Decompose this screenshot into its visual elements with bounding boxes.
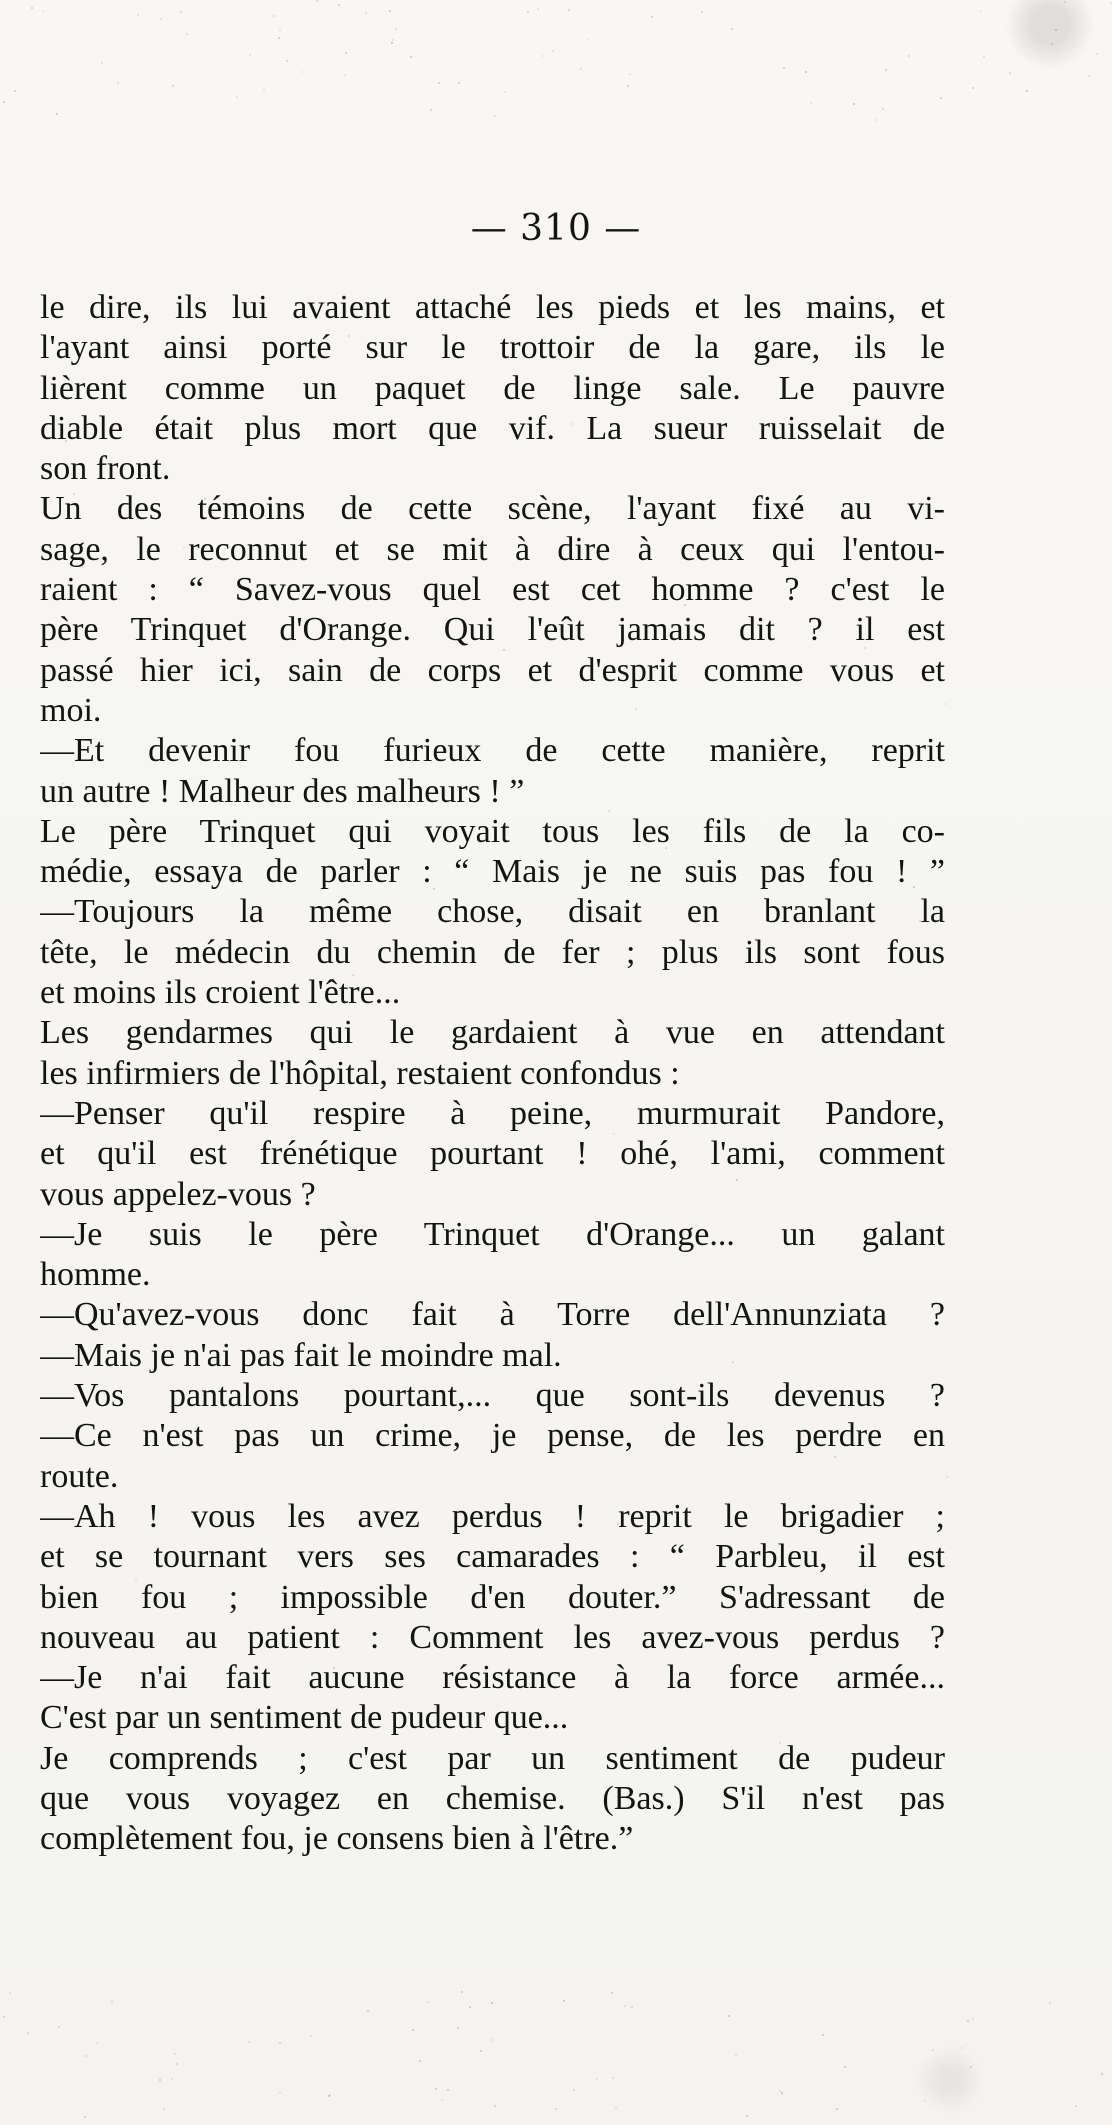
text-line: un autre ! Malheur des malheurs ! ” [40, 772, 525, 810]
scan-speckle [160, 18, 162, 20]
scan-speckle [1064, 1, 1066, 3]
scan-speckle [435, 2088, 437, 2090]
scan-speckle [461, 1991, 463, 1993]
scan-speckle [65, 440, 67, 442]
scan-speckle [844, 2066, 846, 2068]
scan-speckle [236, 96, 238, 98]
text-line: sage, le reconnut et se mit à dire à ceux qui l'entou- [40, 530, 945, 568]
scan-speckle [746, 2115, 748, 2117]
text-line: homme. [40, 1256, 151, 1294]
scan-speckle [568, 9, 570, 11]
scan-speckle [781, 2092, 783, 2094]
scan-speckle [608, 810, 610, 812]
text-line: route. [40, 1457, 119, 1495]
scan-speckle [651, 16, 653, 18]
scan-speckle [1049, 2002, 1051, 2004]
text-line: l'ayant ainsi porté sur le trottoir de la gare, ils le [40, 329, 945, 367]
scan-speckle [58, 2026, 60, 2028]
scan-speckle [367, 2010, 369, 2012]
scan-speckle [345, 52, 347, 54]
scan-speckle [391, 42, 393, 44]
scan-speckle [14, 90, 16, 92]
scan-speckle [84, 2116, 86, 2118]
scan-speckle [316, 0, 318, 2]
scan-speckle [431, 424, 433, 426]
scan-speckle [56, 113, 58, 115]
text-line: que vous voyagez en chemise. (Bas.) S'il n'est pas [40, 1779, 945, 1817]
scan-speckle [412, 2029, 414, 2031]
scan-speckle [111, 2001, 113, 2003]
scan-speckle [441, 2099, 443, 2101]
text-line: passé hier ici, sain de corps et d'esprit comme vous et [40, 651, 945, 689]
text-line: diable était plus mort que vif. La sueur ruisselait de [40, 409, 945, 447]
scan-speckle [845, 843, 847, 845]
scan-speckle [370, 677, 372, 679]
scan-speckle [419, 2060, 421, 2062]
text-line: moi. [40, 691, 102, 729]
scan-speckle [735, 2054, 737, 2056]
text-line: et moins ils croient l'être... [40, 974, 401, 1012]
scan-speckle [876, 119, 878, 121]
scan-speckle [279, 29, 281, 31]
scan-speckle [572, 423, 574, 425]
scan-speckle [310, 2035, 312, 2037]
scan-speckle [278, 37, 280, 39]
text-line: son front. [40, 450, 171, 488]
scan-speckle [552, 50, 554, 52]
scan-speckle [573, 2089, 575, 2091]
scan-speckle [480, 2050, 482, 2052]
text-line: médie, essaya de parler : “ Mais je ne suis pas fou ! ” [40, 853, 945, 891]
scan-speckle [1009, 72, 1011, 74]
scan-speckle [42, 10, 44, 12]
scan-speckle [1051, 43, 1053, 45]
scan-speckle [174, 2053, 176, 2055]
text-line: père Trinquet d'Orange. Qui l'eût jamais dit ? il est [40, 611, 945, 649]
scan-speckle [365, 12, 367, 14]
scan-speckle [494, 115, 496, 117]
scan-speckle [864, 647, 866, 649]
scan-speckle [491, 2002, 493, 2004]
scan-speckle [611, 1992, 613, 1994]
scan-speckle [31, 7, 33, 9]
scan-speckle [627, 85, 629, 87]
scan-speckle [171, 2078, 173, 2080]
scan-speckle [352, 974, 354, 976]
scan-speckle [729, 1113, 731, 1115]
text-line: —Je suis le père Trinquet d'Orange... un galant [40, 1215, 945, 1253]
text-line: —Et devenir fou furieux de cette manière, reprit [40, 732, 945, 770]
scan-speckle [1026, 90, 1028, 92]
scan-speckle [279, 2092, 281, 2094]
scan-speckle [613, 1133, 615, 1135]
scan-speckle [908, 55, 910, 57]
scan-speckle [389, 10, 391, 12]
text-line: —Qu'avez-vous donc fait à Torre dell'Annunziata ? [40, 1296, 945, 1334]
scan-speckle [612, 2077, 614, 2079]
text-line: Je comprends ; c'est par un sentiment de pudeur [40, 1739, 945, 1777]
scan-speckle [1096, 53, 1098, 55]
scan-speckle [970, 2066, 972, 2068]
scan-speckle [73, 493, 75, 495]
scan-speckle [279, 2042, 281, 2044]
scan-speckle [504, 91, 506, 93]
scan-speckle [822, 2034, 824, 2036]
scan-speckle [1088, 75, 1090, 77]
scan-speckle [186, 33, 188, 35]
scan-speckle [249, 54, 251, 56]
scan-speckle [779, 2090, 781, 2092]
scan-speckle [96, 2042, 98, 2044]
text-line: Le père Trinquet qui voyait tous les fils de la co- [40, 812, 945, 850]
scan-speckle [882, 108, 884, 110]
page-number: — 310 — [470, 208, 642, 249]
scan-speckle [836, 2108, 838, 2110]
scan-speckle [490, 2039, 492, 2041]
scan-speckle [684, 604, 686, 606]
scan-speckle [248, 2041, 250, 2043]
scan-speckle [176, 2063, 178, 2065]
scan-speckle [438, 82, 440, 84]
scan-speckle [3, 2016, 5, 2018]
text-line: C'est par un sentiment de pudeur que... [40, 1699, 569, 1737]
scan-speckle [596, 2078, 598, 2080]
scan-speckle [563, 2000, 565, 2002]
scan-speckle [1075, 2105, 1077, 2107]
scan-speckle [635, 708, 637, 710]
scan-speckle [629, 73, 631, 75]
scan-speckle [665, 847, 667, 849]
text-line: lièrent comme un paquet de linge sale. Le pauvre [40, 369, 945, 407]
scan-speckle [624, 2005, 626, 2007]
text-line: —Ah ! vous les avez perdus ! reprit le brigadier ; [40, 1497, 945, 1535]
scan-speckle [333, 1667, 335, 1669]
scan-speckle [62, 783, 64, 785]
scan-speckle [433, 888, 435, 890]
scan-speckle [1055, 29, 1057, 31]
scan-speckle [527, 11, 529, 13]
scan-speckle [286, 60, 288, 62]
scan-speckle [615, 2107, 617, 2109]
scan-speckle [85, 2055, 87, 2057]
scan-speckle [810, 102, 812, 104]
scan-speckle [919, 920, 921, 922]
scan-speckle [348, 335, 350, 337]
scan-speckle [617, 1523, 619, 1525]
scan-speckle [932, 2049, 934, 2051]
scan-speckle [328, 2095, 330, 2097]
scan-speckle [972, 87, 974, 89]
text-line: —Toujours la même chose, disait en branlant la [40, 893, 945, 931]
scan-speckle [458, 82, 460, 84]
text-line: —Ce n'est pas un crime, je pense, de les perdre en [40, 1417, 945, 1455]
text-line: tête, le médecin du chemin de fer ; plus ils sont fous [40, 933, 945, 971]
text-line: raient : “ Savez-vous quel est cet homme ? c'est le [40, 571, 945, 609]
scan-speckle [805, 71, 807, 73]
text-line: —Vos pantalons pourtant,... que sont-ils devenus ? [40, 1377, 945, 1415]
scan-speckle [221, 827, 223, 829]
scan-speckle [427, 2001, 429, 2003]
text-line: Un des témoins de cette scène, l'ayant fixé au vi- [40, 490, 945, 528]
scan-speckle [301, 71, 303, 73]
text-line: et se tournant vers ses camarades : “ Parbleu, il est [40, 1538, 945, 1576]
scan-speckle [732, 1361, 734, 1363]
scan-speckle [972, 2018, 974, 2020]
scan-speckle [137, 14, 139, 16]
scan-speckle [834, 1456, 836, 1458]
text-line: bien fou ; impossible d'en douter.” S'adressant de [40, 1578, 945, 1616]
text-line: les infirmiers de l'hôpital, restaient confondus : [40, 1054, 680, 1092]
scan-speckle [344, 74, 346, 76]
scan-speckle [783, 67, 785, 69]
scan-speckle [9, 1992, 11, 1994]
scan-speckle [3, 101, 5, 103]
scan-speckle [172, 85, 174, 87]
scan-speckle [946, 1476, 948, 1478]
scan-speckle [736, 1179, 738, 1181]
scan-speckle [27, 2032, 29, 2034]
scan-speckle [180, 11, 182, 13]
scan-speckle [183, 547, 185, 549]
scan-speckle [983, 56, 985, 58]
scan-speckle [885, 69, 887, 71]
scan-speckle [961, 2047, 963, 2049]
scan-speckle [542, 55, 544, 57]
scan-speckle [537, 8, 539, 10]
text-line: et qu'il est frénétique pourtant ! ohé, l'ami, comment [40, 1135, 945, 1173]
page-text [40, 288, 945, 1860]
scan-speckle [392, 39, 394, 41]
scan-speckle [1101, 2073, 1103, 2075]
text-line: Les gendarmes qui le gardaient à vue en attendant [40, 1014, 945, 1052]
scan-speckle [913, 886, 915, 888]
scan-speckle [204, 498, 206, 500]
scan-speckle [980, 10, 982, 12]
text-line: complètement fou, je consens bien à l'être.” [40, 1820, 634, 1858]
scan-speckle [447, 2089, 449, 2091]
text-line: —Je n'ai fait aucune résistance à la force armée... [40, 1659, 945, 1697]
scan-speckle [587, 38, 589, 40]
scan-speckle [967, 2020, 969, 2022]
scan-speckle [580, 68, 582, 70]
scan-speckle [410, 56, 412, 58]
scan-speckle [469, 2006, 471, 2008]
text-line: vous appelez-vous ? [40, 1175, 316, 1213]
text-line: —Penser qu'il respire à peine, murmurait Pandore, [40, 1094, 945, 1132]
scan-speckle [731, 28, 733, 30]
scan-speckle [117, 82, 119, 84]
scan-speckle [728, 2015, 730, 2017]
scan-speckle [430, 109, 432, 111]
scan-speckle [311, 1326, 313, 1328]
scan-speckle [135, 1578, 137, 1580]
scan-speckle [263, 89, 265, 91]
scan-speckle [701, 11, 703, 13]
scan-speckle [273, 15, 275, 17]
scan-speckle [457, 2027, 459, 2029]
scan-speckle [945, 703, 947, 705]
scan-speckle [395, 28, 397, 30]
scan-speckle [523, 345, 525, 347]
scan-speckle [338, 4, 340, 6]
scan-speckle [494, 2105, 496, 2107]
scan-speckle [853, 103, 855, 105]
scan-speckle [101, 62, 103, 64]
scan-speckle [631, 2006, 633, 2008]
scan-speckle [159, 2079, 161, 2081]
text-line: le dire, ils lui avaient attaché les pieds et les mains, et [40, 289, 945, 326]
scan-speckle [503, 649, 505, 651]
text-line: nouveau au patient : Comment les avez-vous perdus ? [40, 1618, 945, 1656]
scan-speckle [924, 2100, 926, 2102]
scan-speckle [163, 2108, 165, 2110]
text-line: —Mais je n'ai pas fait le moindre mal. [40, 1336, 562, 1374]
scan-speckle [779, 1742, 781, 1744]
scan-speckle [940, 97, 942, 99]
scan-speckle [555, 2108, 557, 2110]
